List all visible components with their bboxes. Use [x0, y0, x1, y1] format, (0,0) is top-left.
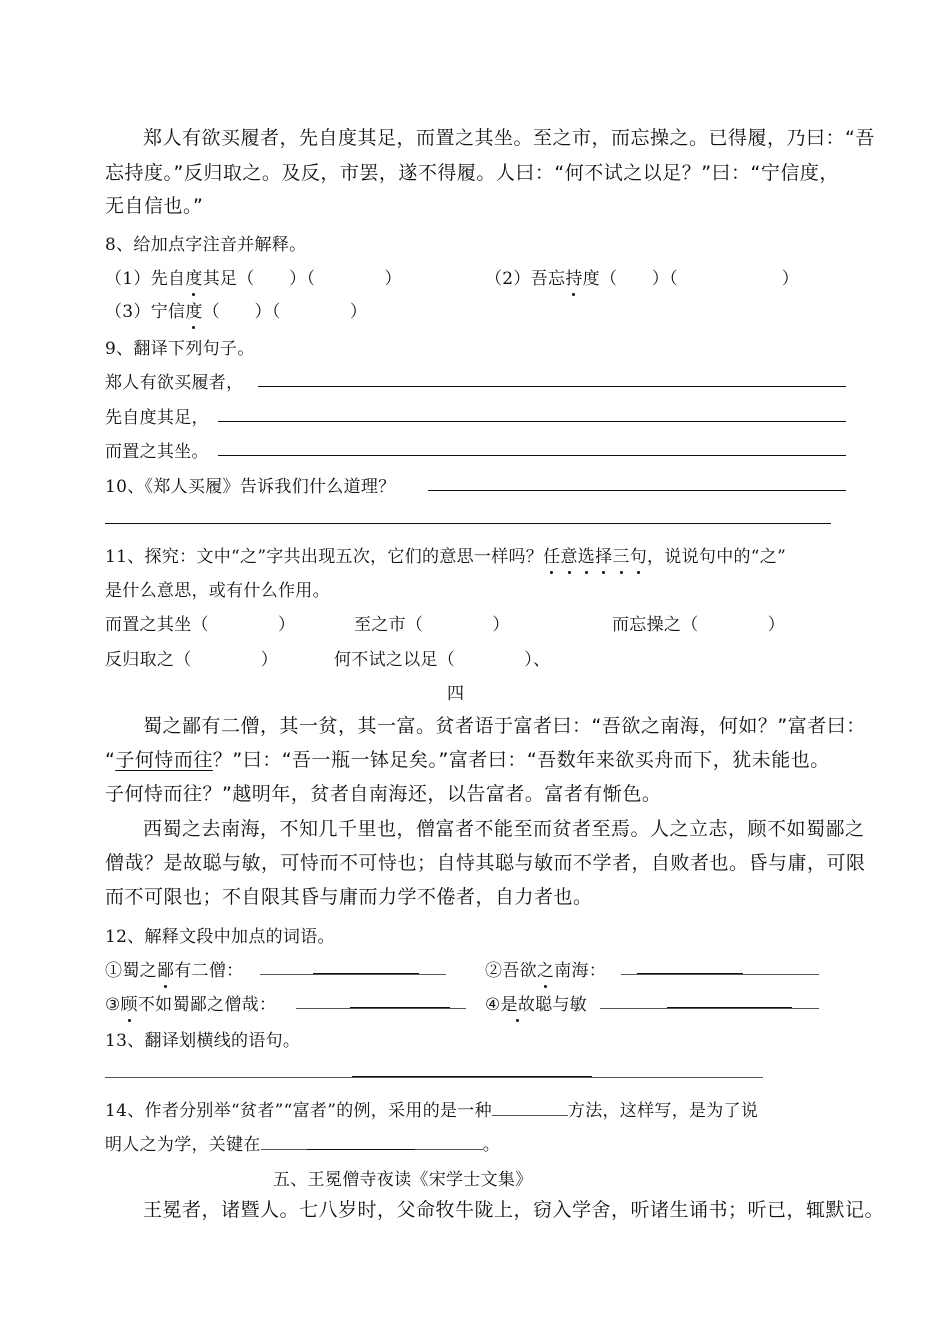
- question-12-item-2: [485, 956, 606, 981]
- passage-line-3: 无自信也。”: [105, 195, 204, 217]
- underlined-sentence: 子何恃而往: [115, 749, 213, 771]
- question-10-title: 10、《郑人买履》告诉我们什么道理？: [105, 477, 396, 497]
- answer-line[interactable]: [218, 455, 846, 456]
- passage-line-2: [105, 745, 830, 772]
- item-text: 不如蜀鄙之僧哉：: [137, 995, 277, 1015]
- item-text: （3）宁信: [105, 302, 186, 322]
- question-8-item-1: [105, 264, 402, 289]
- dotted-char: 选: [578, 542, 595, 567]
- question-12-item-4: [485, 990, 587, 1015]
- question-text: 方法，这样写，是为了说: [567, 1101, 759, 1121]
- question-text: ，说说句中的“之”: [647, 547, 787, 567]
- answer-line[interactable]: [258, 386, 846, 387]
- passage-line-6: 而不可限也；不自限其昏与庸而力学不倦者，自力者也。: [105, 886, 593, 908]
- dotted-char: 鄙: [157, 956, 174, 981]
- answer-line[interactable]: [350, 1007, 450, 1008]
- dotted-char: 三: [612, 542, 629, 567]
- answer-line[interactable]: [600, 1008, 819, 1009]
- dotted-char: 顾: [121, 990, 138, 1015]
- answer-line[interactable]: [105, 1077, 763, 1078]
- passage-line-1: 蜀之鄙有二僧，其一贫，其一富。贫者语于富者曰：“吾欲之南海，何如？”富者曰：: [143, 715, 866, 737]
- dotted-char: 句: [630, 542, 647, 567]
- answer-blank-inner: [307, 1149, 415, 1150]
- question-12-item-1: [105, 956, 243, 981]
- question-11-answer-3: 而忘操之（ ）: [612, 615, 785, 635]
- question-11-answer-2: 至之市（ ）: [354, 615, 510, 635]
- item-blanks: （ ）（ ）: [202, 302, 368, 322]
- question-text: 明人之为学，关键在: [105, 1135, 261, 1155]
- question-9-sentence-3: 而置之其坐。: [105, 442, 209, 462]
- passage-line-2: 忘持度。”反归取之。及反，市罢，遂不得履。人曰：“何不试之以足？”曰：“宁信度，: [105, 162, 839, 184]
- answer-line[interactable]: [428, 490, 846, 491]
- dotted-char: 任: [543, 542, 560, 567]
- question-9-sentence-2: 先自度其足，: [105, 408, 209, 428]
- passage-text: “: [105, 749, 116, 771]
- passage-line-3: 子何恃而往？”越明年，贫者自南海还，以告富者。富者有惭色。: [105, 783, 662, 805]
- section-5-heading: 五、王冕僧寺夜读《宋学士文集》: [273, 1170, 533, 1190]
- passage-line-1: 郑人有欲买履者，先自度其足，而置之其坐。至之市，而忘操之。已得履，乃曰：“吾: [143, 127, 875, 149]
- question-8-item-2: [485, 264, 799, 289]
- question-12-item-3: [105, 990, 276, 1015]
- question-14-line-2: [105, 1130, 500, 1155]
- answer-line[interactable]: [218, 421, 846, 422]
- passage-line-5: 僧哉？是故聪与敏，可恃而不可恃也；自恃其聪与敏而不学者，自败者也。昏与庸，可限: [105, 852, 866, 874]
- dotted-char: 择: [595, 542, 612, 567]
- dotted-char: 度: [185, 264, 202, 289]
- question-11-answer-4: 反归取之（ ）: [105, 650, 278, 670]
- dotted-char: 持: [565, 264, 582, 289]
- question-14-line-1: [105, 1096, 758, 1121]
- question-8-item-3: [105, 297, 367, 322]
- dotted-char: 之: [537, 956, 554, 981]
- answer-line[interactable]: [105, 523, 831, 524]
- item-text: ②吾欲: [485, 961, 537, 981]
- answer-blank[interactable]: [261, 1135, 483, 1150]
- question-9-sentence-1: 郑人有欲买履者，: [105, 373, 244, 393]
- answer-line[interactable]: [621, 974, 819, 975]
- answer-line[interactable]: [667, 1007, 792, 1008]
- question-text: 11、探究：文中“之”字共出现五次，它们的意思一样吗？: [105, 547, 544, 567]
- dotted-char: 度: [185, 297, 202, 322]
- question-11-answer-5: 何不试之以足（ ）、: [334, 650, 551, 670]
- item-text: （2）吾忘: [485, 269, 566, 289]
- question-11-line-1: [105, 542, 786, 567]
- item-text: （1）先自: [105, 269, 186, 289]
- answer-line[interactable]: [637, 973, 743, 974]
- answer-line[interactable]: [260, 974, 446, 975]
- item-text: ③: [105, 995, 121, 1015]
- answer-blank[interactable]: [492, 1101, 568, 1116]
- question-12-title: 12、解释文段中加点的词语。: [105, 927, 335, 947]
- question-8-title: 8、给加点字注音并解释。: [105, 235, 307, 255]
- question-11-line-2: 是什么意思，或有什么作用。: [105, 581, 330, 601]
- item-text: ①蜀之: [105, 961, 157, 981]
- item-blanks: 度（ ）（ ）: [582, 269, 800, 289]
- passage-line-1: 王冕者，诸暨人。七八岁时，父命牧牛陇上，窃入学舍，听诸生诵书；听已，辄默记。: [143, 1199, 885, 1221]
- question-9-title: 9、翻译下列句子。: [105, 339, 255, 359]
- passage-text: ？”曰：“吾一瓶一钵足矣。”富者曰：“吾数年来欲买舟而下，犹未能也。: [212, 749, 830, 771]
- item-blanks: 其足（ ）（ ）: [202, 269, 402, 289]
- dotted-char: 是故: [501, 990, 536, 1015]
- item-text: ④: [485, 995, 501, 1015]
- question-13-title: 13、翻译划横线的语句。: [105, 1031, 301, 1051]
- answer-line[interactable]: [352, 1076, 592, 1077]
- question-11-answer-1: 而置之其坐（ ）: [105, 615, 296, 635]
- answer-line[interactable]: [313, 973, 419, 974]
- passage-line-4: 西蜀之去南海，不知几千里也，僧富者不能至而贫者至焉。人之立志，顾不如蜀鄙之: [143, 818, 865, 840]
- item-text: 有二僧：: [174, 961, 244, 981]
- item-text: 南海：: [554, 961, 607, 981]
- item-text: 聪与敏: [535, 995, 588, 1015]
- dotted-char: 意: [560, 542, 577, 567]
- answer-line[interactable]: [296, 1008, 466, 1009]
- question-text: 。: [482, 1135, 501, 1155]
- question-text: 14、作者分别举“贫者”“富者”的例，采用的是一种: [105, 1101, 492, 1121]
- section-4-heading: 四: [447, 684, 465, 704]
